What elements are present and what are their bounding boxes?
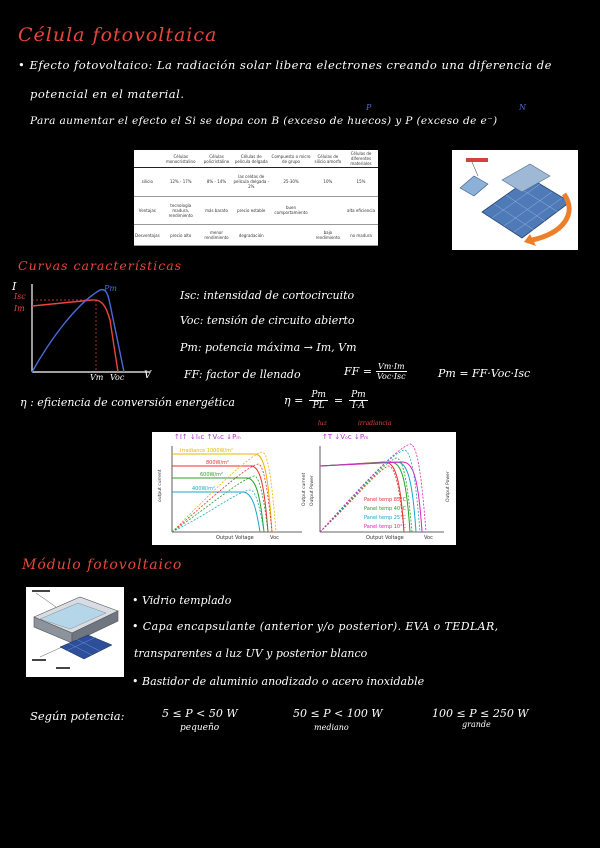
text-potencial: potencial en el material. (30, 87, 185, 101)
module-cross-section-drawing (26, 587, 124, 677)
range-medium: 50 ≤ P < 100 W (293, 707, 383, 720)
bullet-bastidor: • Bastidor de aluminio anodizado o acero inoxidable (132, 675, 425, 688)
eta-den-2: I·A (351, 401, 365, 411)
def-ff: FF: factor de llenado (184, 368, 301, 381)
left-ylabel: output current (158, 469, 163, 502)
eta-fraction-1 (309, 390, 328, 411)
table-cell: silicio (134, 168, 161, 197)
table-cell: las celdas de película delgada - 2% (232, 168, 270, 197)
irradiance-label-400: 400W/m² (192, 486, 216, 492)
right-chart-header: ↑T ↓Vₒc ↓Pₘ (322, 433, 369, 441)
table-cell: más barato (201, 196, 232, 225)
eta-eq: η = (284, 394, 304, 407)
module-cross-section (26, 587, 124, 677)
right-voc: Voc (424, 535, 433, 541)
table-header: Células de diferentes materiales (344, 150, 378, 168)
irradiance-label-1000: Irradiance 1000W/m² (180, 448, 234, 454)
ff-formula (344, 362, 407, 381)
eta-num-2: Pm (351, 390, 366, 400)
range-medium-label: mediano (314, 723, 349, 732)
bullet-efecto: • Efecto fotovoltaico: La radiación solar libera electrones creando una diferencia de (18, 58, 552, 72)
table-cell: buen comportamiento (270, 196, 311, 225)
bullet-encapsulante: • Capa encapsulante (anterior y/o posterior). EVA o TEDLAR, (132, 620, 499, 633)
cell-types-table (134, 150, 378, 246)
table-cell: no madura (344, 225, 378, 246)
left-chart-header: ↑I↑ ↓Iₛc ↑Vₒc ↓Pₘ (174, 433, 241, 441)
table-header: Células monocristalino (161, 150, 201, 168)
dopant-n-mark: N (519, 103, 526, 112)
table-header: Células de silicio amorfo (312, 150, 344, 168)
right-xlabel: Output Voltage (366, 535, 404, 541)
table-row (134, 196, 378, 225)
right-ylabel-current: Output current (302, 472, 307, 506)
left-xlabel: Output Voltage (216, 535, 254, 541)
irradiance-label-600: 600W/m² (200, 472, 224, 478)
temp-label-25: Panel temp 25°C (364, 515, 407, 521)
ff-fraction (376, 362, 407, 381)
eta-equals: = (333, 394, 344, 407)
def-pm: Pm: potencia máxima → Im, Vm (180, 341, 357, 354)
ff-denominator: Voc·Isc (376, 372, 406, 381)
vm-label: Vm (90, 373, 104, 382)
ff-numerator: Vm·Im (377, 362, 405, 371)
axis-v-label: V (144, 370, 152, 381)
right-ylabel-power-2: Output Power (446, 471, 451, 502)
def-voc: Voc: tensión de circuito abierto (180, 314, 355, 327)
table-cell: 8% - 14% (201, 168, 232, 197)
segun-potencia-label: Según potencia: (30, 709, 125, 723)
isc-label: Isc (14, 292, 26, 301)
table-cell: alta eficiencia (344, 196, 378, 225)
eta-den-1: PL (312, 401, 325, 411)
table-header: Células de película delgada (232, 150, 270, 168)
eta-formula (284, 390, 368, 411)
ff-eq: FF = (344, 365, 372, 378)
table-cell: precio estable (232, 196, 270, 225)
text-dopado: Para aumentar el efecto el Si se dopa con B (exceso de huecos) y P (exceso de e⁻) (30, 115, 498, 127)
table-cell: 25-30% (270, 168, 311, 197)
left-voc: Voc (270, 535, 279, 541)
solar-panel-illustration (452, 150, 578, 250)
eta-num-1: Pm (311, 390, 326, 400)
right-ylabel-power: Output Power (310, 475, 315, 506)
table-cell: bajo rendimiento (312, 225, 344, 246)
axis-i-label: I (12, 280, 17, 293)
irradiance-label-800: 800W/m² (206, 460, 230, 466)
eta-fraction-2 (349, 390, 368, 411)
eta-definition: η : eficiencia de conversión energética (20, 396, 235, 409)
pl-note: luz (318, 420, 327, 427)
table-cell: precio alto (161, 225, 201, 246)
temp-label-85: Panel temp 85°C (364, 497, 407, 503)
table-cell: tecnología madura, rendimiento (161, 196, 201, 225)
range-large-label: grande (462, 720, 491, 729)
section-title-modulo: Módulo fotovoltaico (22, 557, 183, 573)
range-large: 100 ≤ P ≤ 250 W (432, 707, 529, 720)
table-header (134, 150, 161, 168)
table-cell: menor rendimiento (201, 225, 232, 246)
table-header: Células policristalino (201, 150, 232, 168)
table-cell: 12% - 17% (161, 168, 201, 197)
table-header: Compuesto o micro de grupo (270, 150, 311, 168)
voc-label: Voc (110, 373, 125, 382)
solar-panel-drawing (452, 150, 578, 250)
table-row (134, 225, 378, 246)
table-cell (270, 225, 311, 246)
temp-label-10: Panel temp 10°C (364, 524, 407, 530)
table-cell: degradación (232, 225, 270, 246)
section-title-celula: Célula fotovoltaica (18, 24, 218, 46)
pm-formula: Pm = FF·Voc·Isc (438, 367, 531, 380)
text-transparentes: transparentes a luz UV y posterior blanco (134, 647, 368, 660)
table-cell (312, 196, 344, 225)
section-title-curvas: Curvas características (18, 258, 183, 273)
table-cell: 15% (344, 168, 378, 197)
iv-curve-sketch (10, 280, 160, 390)
table-row (134, 168, 378, 197)
dopant-p-mark: P (366, 103, 372, 112)
def-isc: Isc: intensidad de cortocircuito (180, 289, 355, 302)
irradiance-temperature-charts (152, 432, 456, 545)
temp-label-40: Panel temp 40°C (364, 506, 407, 512)
im-label: Im (14, 304, 25, 313)
range-small: 5 ≤ P < 50 W (162, 707, 238, 720)
table-cell: Desventajas (134, 225, 161, 246)
ia-note: irradiancia (358, 420, 392, 427)
bullet-vidrio: • Vidrio templado (132, 594, 232, 607)
pm-label: Pm (104, 284, 117, 293)
range-small-label: pequeño (180, 723, 220, 733)
table-cell: Ventajas (134, 196, 161, 225)
table-cell: 10% (312, 168, 344, 197)
